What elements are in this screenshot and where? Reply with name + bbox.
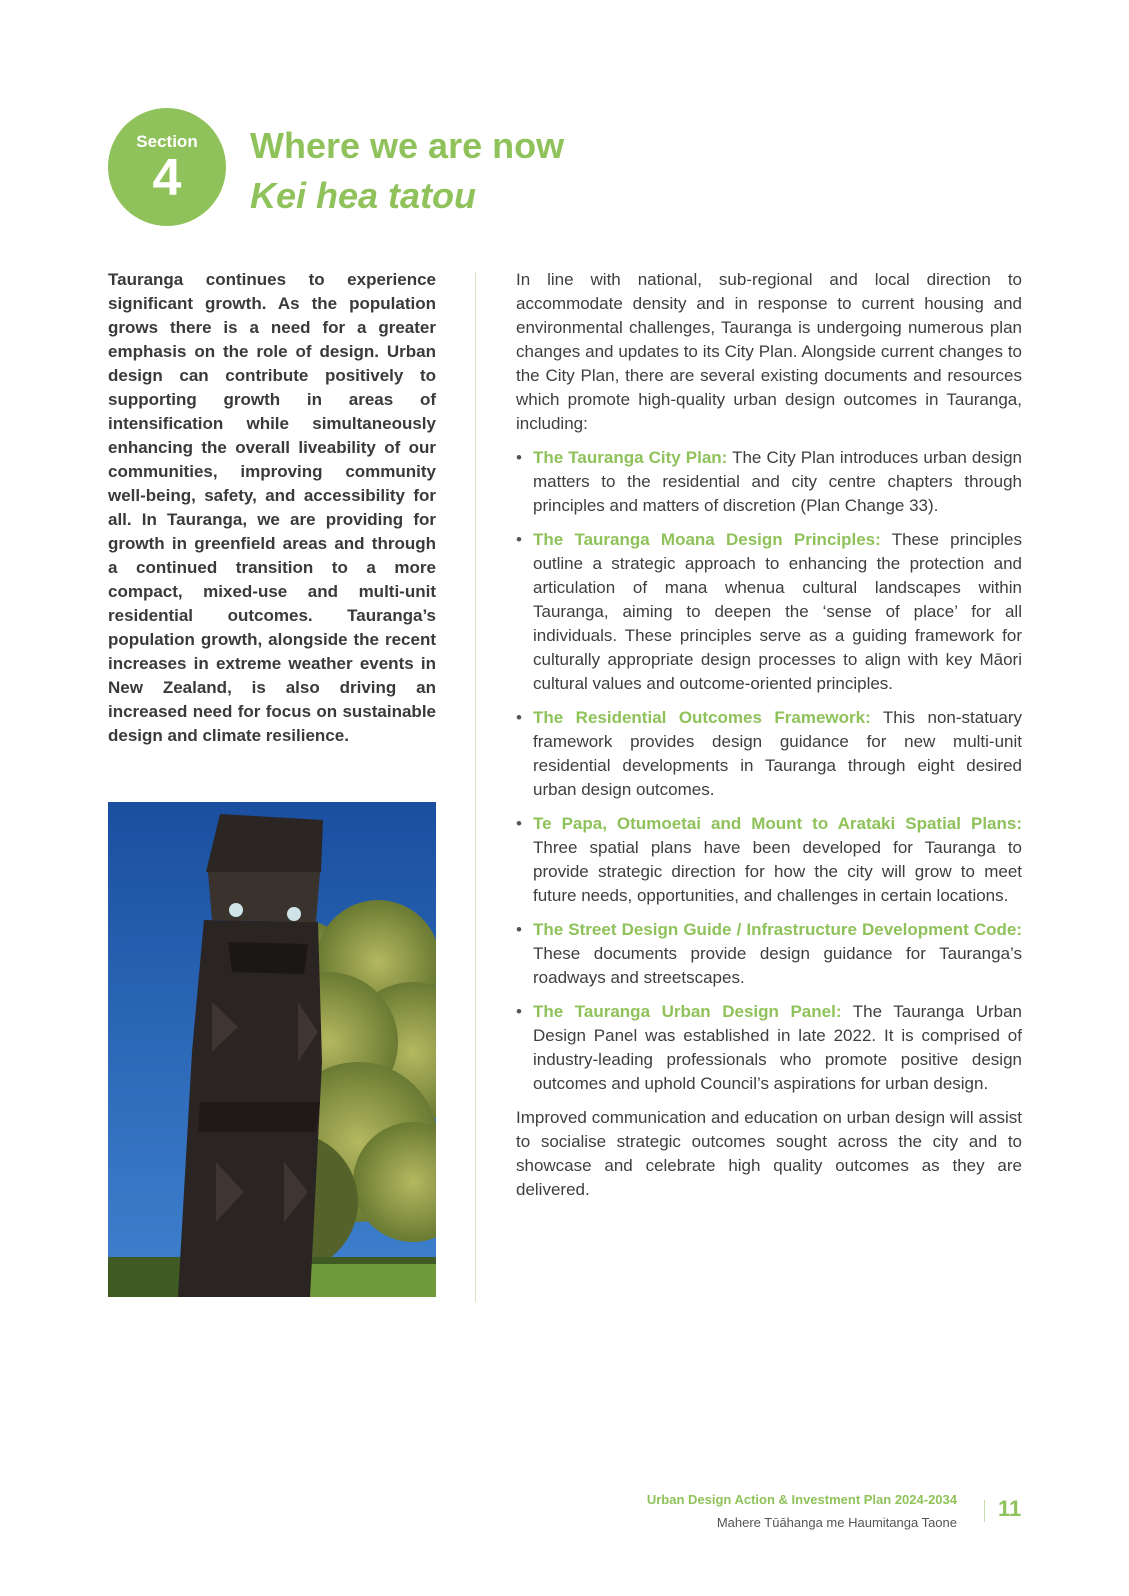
item-title: The Tauranga Moana Design Principles: — [533, 530, 881, 549]
intro-paragraph: Tauranga continues to experience significant growth. As the population grows there is a need for a greater emphasis on the role of design. Urban design can contribute positively to supporting growth in areas of intensification while simultaneously enhancing the overall liveability of our communities, improving community well-being, safety, and accessibility for all. In Tauranga, we are providing for growth in greenfield areas and through a continued transition to a more compact, mixed-use and multi-unit residential outcomes. Tauranga’s population growth, alongside the recent increases in extreme weather events in New Zealand, is also driving an increased need for focus on sustainable design and climate resilience. — [108, 270, 436, 745]
list-item — [516, 706, 1022, 802]
item-text: These documents provide design guidance for Tauranga’s roadways and streetscapes. — [533, 944, 1022, 987]
closing-paragraph: Improved communication and education on urban design will assist to socialise strategic outcomes sought across the city and to showcase and celebrate high quality outcomes as they are delivered. — [516, 1108, 1022, 1199]
bullet-icon: • — [516, 448, 522, 467]
item-title: The Residential Outcomes Framework: — [533, 708, 871, 727]
bullet-icon: • — [516, 708, 522, 727]
list-item — [516, 1000, 1022, 1096]
carved-pou-illustration — [108, 802, 436, 1297]
bullet-icon: • — [516, 814, 522, 833]
page-number: 11 — [998, 1496, 1022, 1521]
lead-paragraph: In line with national, sub-regional and local direction to accommodate density and in response to current housing and environmental challenges, Tauranga is undergoing numerous plan changes and updates to its City Plan. Alongside current changes to the City Plan, there are several existing documents and resources which promote high-quality urban design outcomes in Tauranga, including: — [516, 270, 1022, 433]
item-text: The City Plan introduces urban design matters to the residential and city centre chapters through principles and matters of discretion (Plan Change 33). — [533, 448, 1023, 515]
item-title: The Tauranga Urban Design Panel: — [533, 1002, 842, 1021]
footer-title: Urban Design Action & Investment Plan 2024-2034 — [646, 1492, 957, 1507]
section-label: Section — [136, 132, 198, 151]
section-number: 4 — [152, 149, 182, 207]
item-title: Te Papa, Otumoetai and Mount to Arataki Spatial Plans: — [533, 814, 1022, 833]
bullet-icon: • — [516, 530, 522, 549]
item-text: Three spatial plans have been developed for Tauranga to provide strategic direction for how the city will grow to meet future needs, opportunities, and challenges in certain locations. — [533, 838, 1022, 905]
item-text: This non-statuary framework provides design guidance for new multi-unit residential developments in Tauranga through eight desired urban design outcomes. — [533, 708, 1022, 799]
footer-subtitle: Mahere Tūāhanga me Haumitanga Taone — [716, 1515, 957, 1530]
list-item — [516, 528, 1022, 696]
list-item — [516, 446, 1022, 518]
column-divider — [475, 272, 476, 1302]
item-title: The Tauranga City Plan: — [533, 448, 728, 467]
item-title: The Street Design Guide / Infrastructure Development Code: — [533, 920, 1022, 939]
footer-divider — [984, 1500, 985, 1522]
list-item — [516, 918, 1022, 990]
page-subtitle: Kei hea tatou — [250, 175, 477, 216]
bullet-icon: • — [516, 920, 522, 939]
bullet-icon: • — [516, 1002, 522, 1021]
page-title: Where we are now — [250, 125, 565, 166]
resource-list — [516, 446, 1022, 1096]
body-column — [516, 268, 1022, 1212]
item-text: The Tauranga Urban Design Panel was established in late 2022. It is comprised of industry-leading professionals who promote positive design outcomes and uphold Council’s aspirations for urban design. — [533, 1002, 1022, 1093]
carved-pou-photo — [108, 802, 436, 1297]
section-badge — [108, 108, 226, 226]
list-item — [516, 812, 1022, 908]
item-text: These principles outline a strategic approach to enhancing the protection and articulation of mana whenua cultural landscapes within Tauranga, aiming to deepen the ‘sense of place’ for all individuals. These principles serve as a guiding framework for culturally appropriate design processes to align with key Māori cultural values and outcome-oriented principles. — [533, 530, 1022, 693]
